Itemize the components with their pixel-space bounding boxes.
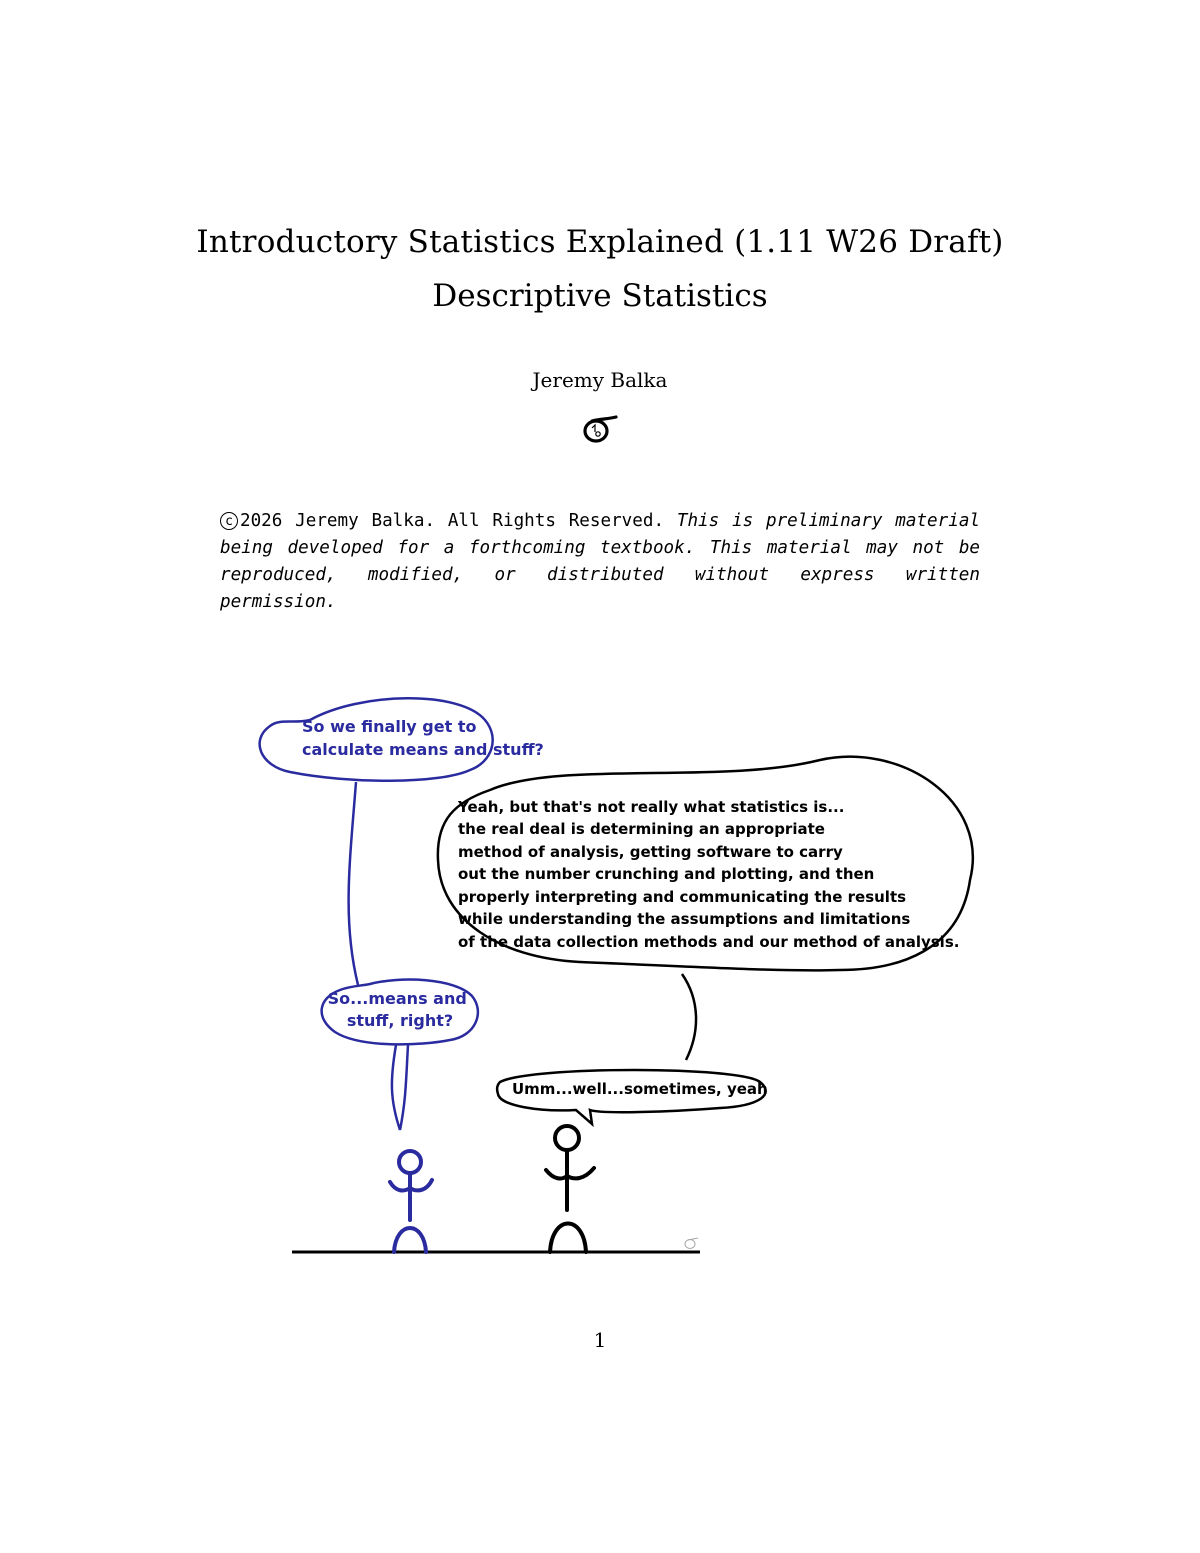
stick-figure-comic <box>200 680 1000 1280</box>
speech-bubble-3 <box>322 980 478 1130</box>
bubble-2-line-2: the real deal is determining an appropriate <box>458 820 825 838</box>
bubble-2-line-7: of the data collection methods and our method of analysis. <box>458 933 960 951</box>
page-number: 1 <box>593 1328 607 1352</box>
blue-stick-figure <box>390 1151 432 1252</box>
copyright-symbol: c <box>220 512 238 530</box>
bubble-2-line-4: out the number crunching and plotting, and then <box>458 865 875 883</box>
bubble-3-line-1: So...means and <box>327 989 467 1008</box>
copyright-disclaimer: This is preliminary material being developed for a forthcoming textbook. This material may not be reproduced, modified, or distributed without express written permission. <box>220 511 981 612</box>
svg-text:Umm...well...sometimes, yeah <box>512 1080 768 1098</box>
bubble-3-line-2: stuff, right? <box>346 1011 454 1030</box>
copyright-statement: 2026 Jeremy Balka. All Rights Reserved. <box>240 511 665 531</box>
bubble-1-line-1: So we finally get to <box>302 717 477 736</box>
sigma-watermark-icon <box>685 1238 698 1249</box>
bubble-1-line-2: calculate means and stuff? <box>302 740 544 759</box>
speech-bubble-2 <box>438 757 973 1060</box>
bubble-2-line-1: Yeah, but that's not really what statistics is... <box>458 798 845 816</box>
bubble-2-line-6: while understanding the assumptions and limitations <box>458 910 911 928</box>
bubble-4-line-1: Umm...well...sometimes, yeah <box>512 1080 768 1098</box>
document-title: Introductory Statistics Explained (1.11 W26 Draft) <box>196 224 1004 260</box>
document-subtitle: Descriptive Statistics <box>432 278 768 314</box>
speech-bubble-4 <box>497 1070 768 1124</box>
bubble-2-line-5: properly interpreting and communicating the results <box>458 888 907 906</box>
author-name: Jeremy Balka <box>532 368 668 392</box>
copyright-notice <box>220 508 980 616</box>
bubble-2-line-3: method of analysis, getting software to carry <box>458 843 843 861</box>
sigma-icon <box>578 408 618 448</box>
black-stick-figure <box>546 1126 594 1252</box>
